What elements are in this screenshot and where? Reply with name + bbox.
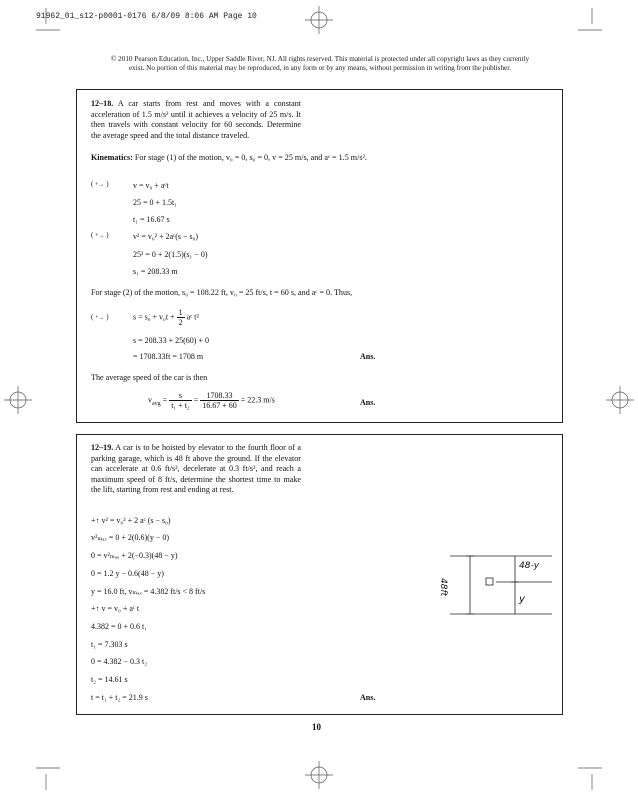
page-number: 10 [312, 722, 321, 732]
stage2-eq-3: = 1708.33ft = 1708 m [133, 352, 204, 361]
direction-marker-3: ( +→ ) [91, 313, 109, 321]
stage1-eq-6: s₁ = 208.33 m [133, 267, 178, 276]
sketch-label-y: y [519, 594, 525, 605]
copyright-notice [60, 55, 580, 73]
answer-label-time: Ans. [360, 693, 376, 702]
sketch-label-48-y: 48-y [519, 561, 540, 571]
stage1-eq-3: t₁ = 16.67 s [133, 215, 170, 224]
stage2-eq-main [133, 308, 199, 327]
average-speed-intro: The average speed of the car is then [91, 373, 208, 382]
vavg-fraction-2 [200, 391, 239, 410]
kinematics-label: Kinematics: [91, 153, 133, 162]
p19-eq-8: t₁ = 7.303 s [91, 640, 128, 649]
stage1-eq-5: 25² = 0 + 2(1.5)(s₁ − 0) [133, 250, 208, 259]
stage2-eq-rhs: aᶜ t² [186, 312, 199, 322]
problem-text: A car is to be hoisted by elevator to the fourth floor of a parking garage, which is 48 ft above the ground. If the elevator can accelerate at 0.6 ft/s², decelerate at 0.3 ft/s², and reach a maximum speed of 8 ft/s, determine the shortest time to make the lift, starting from rest and ending at rest. [91, 443, 301, 495]
problem-number: 12–19. [91, 443, 114, 452]
p19-eq-9: 0 = 4.382 − 0.3 t₂ [91, 657, 148, 666]
p19-eq-11: t = t₁ + t₂ = 21.9 s [91, 693, 148, 702]
stage1-eq-1: v = v₀ + aᶜt [133, 181, 169, 190]
problem-12-19-statement [91, 443, 301, 496]
stage1-eq-2: 25 = 0 + 1.5t₁ [133, 198, 178, 207]
sketch-label-48ft: 48ft [438, 578, 448, 597]
vavg-subscript: avg [152, 400, 161, 407]
direction-marker-1: ( +→ ) [91, 180, 109, 188]
copyright-line-1: © 2010 Pearson Education, Inc., Upper Saddle River, NJ. All rights reserved. This material is protected under all copyright laws as they currently [110, 55, 530, 63]
p19-eq-4: 0 = 1.2 y − 0.6(48 − y) [91, 569, 164, 578]
print-slug: 91962_01_s12-p0001-0176 6/8/09 8:06 AM Page 10 [36, 12, 257, 21]
copyright-line-2: exist. No portion of this material may be reproduced, in any form or by any means, without permission in writing from the publisher. [128, 64, 512, 72]
vavg-fraction-1 [169, 391, 192, 410]
vavg-frac2-num: 1708.33 [200, 391, 239, 401]
p19-eq-6: +↑ v = v₀ + aᶜ t [91, 604, 140, 613]
elevator-sketch [440, 548, 560, 628]
direction-marker-2: ( +→ ) [91, 231, 109, 239]
problem-text: A car starts from rest and moves with a constant acceleration of 1.5 m/s² until it achieves a velocity of 25 m/s. It then travels with constant velocity for 60 seconds. Determine the average speed and the total distance traveled. [91, 99, 302, 140]
vavg-frac1-den: t₁ + t₂ [171, 401, 190, 410]
p19-eq-10: t₂ = 14.61 s [91, 675, 128, 684]
stage2-eq-lhs: s = s₀ + v₀t + [133, 312, 175, 322]
kinematics-text: For stage (1) of the motion, v₀ = 0, s₀ = 0, v = 25 m/s, and aᶜ = 1.5 m/s². [134, 153, 367, 162]
p19-eq-2: v²ₘₐₓ = 0 + 2(0.6)(y − 0) [91, 533, 170, 542]
kinematics-intro [91, 153, 381, 164]
average-speed-eq: $v_{avg}$ = $\frac{s}{\text{t₁ + t₂}}$ = $\frac{1708.33}{16.67 + 60}$ = 22.3 m/s [148, 391, 275, 410]
stage2-intro: For stage (2) of the motion, s₀ = 108.22 ft, v₀ = 25 ft/s, t = 60 s, and aᶜ = 0. Thus, [91, 288, 353, 297]
vavg-frac1-num: s [169, 391, 192, 401]
p19-eq-5: y = 16.0 ft, vₘₐₓ = 4.382 ft/s < 8 ft/s [91, 587, 206, 596]
fraction-numerator: 1 [178, 308, 183, 317]
vavg-symbol: v [148, 395, 152, 405]
p19-eq-7: 4.382 = 0 + 0.6 t₁ [91, 622, 148, 631]
fraction-denominator: 2 [178, 318, 183, 327]
stage2-eq-2: s = 208.33 + 25(60) + 0 [133, 336, 209, 345]
answer-label-speed: Ans. [360, 398, 376, 407]
elevator-car-box [486, 578, 493, 585]
vavg-frac2-den: 16.67 + 60 [202, 401, 237, 410]
answer-label-distance: Ans. [360, 352, 376, 361]
stage1-eq-4: v² = v₀² + 2aᶜ(s − s₀) [133, 232, 199, 241]
vavg-result: = 22.3 m/s [240, 395, 275, 405]
one-half-fraction [177, 308, 185, 327]
p19-eq-1: +↑ v² = v₀² + 2 aᶜ (s − s₀) [91, 516, 171, 525]
problem-number: 12–18. [91, 99, 114, 108]
problem-12-18-statement [91, 99, 301, 141]
p19-eq-3: 0 = v²ₘₐₓ + 2(−0.3)(48 − y) [91, 551, 178, 560]
